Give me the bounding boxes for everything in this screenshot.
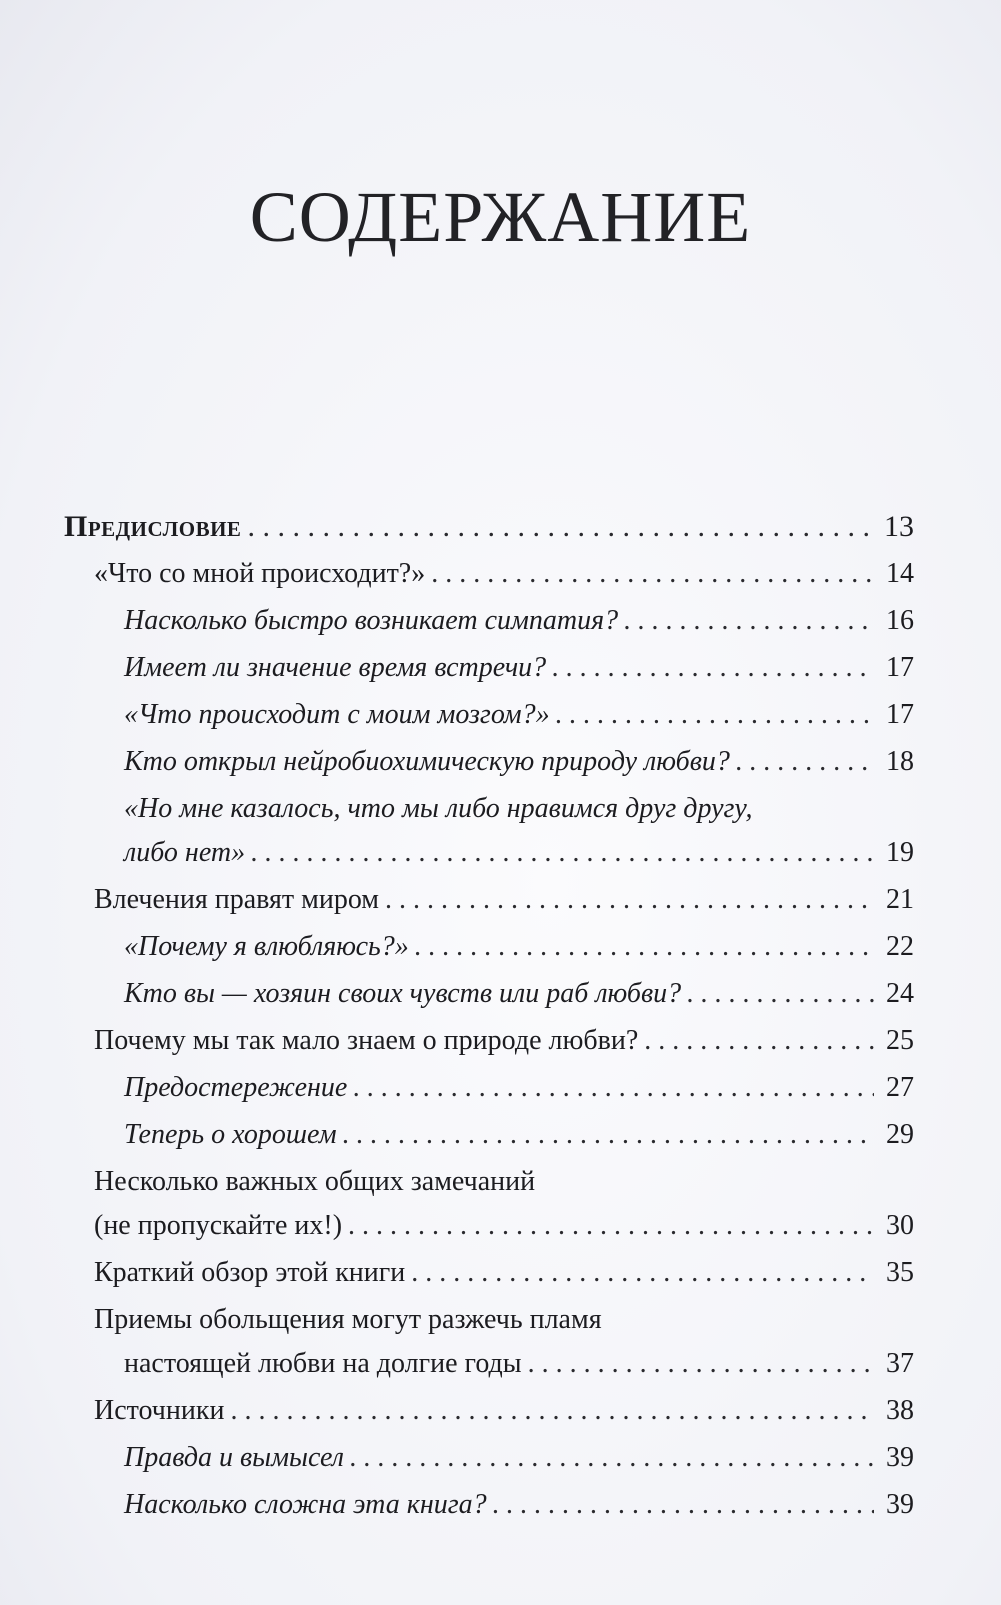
toc-entry-title: Предисловие: [64, 510, 242, 543]
toc-entry-title-line: «Но мне казалось, что мы либо нравимся друг другу,: [124, 793, 753, 824]
toc-page-number: 13: [884, 510, 914, 543]
toc-entry-row: [94, 878, 914, 922]
toc-page-number: 16: [886, 605, 914, 636]
dot-leader: [644, 1019, 874, 1063]
dot-leader: [687, 972, 874, 1016]
toc-entry-title: «Что со мной происходит?»: [94, 558, 426, 589]
toc-entry: [64, 646, 914, 690]
toc-entry-title: Кто открыл нейробиохимическую природу любви?: [124, 746, 730, 777]
toc-entry-row: [124, 831, 914, 875]
toc-entry-row: [124, 1436, 914, 1480]
toc-entry-title: Влечения правят миром: [94, 884, 380, 915]
toc-entry-title: либо нет»: [124, 837, 246, 868]
dot-leader: [431, 552, 874, 596]
toc-entry-title: Предостережение: [124, 1072, 348, 1103]
toc-entry-row: [124, 646, 914, 690]
dot-leader: [247, 505, 874, 549]
toc-page-number: 21: [886, 884, 914, 915]
toc-entry: [64, 1483, 914, 1527]
toc-entry: [64, 1251, 914, 1295]
toc-entry-title: Имеет ли значение время встречи?: [124, 652, 547, 683]
toc-page-number: 19: [886, 837, 914, 868]
toc-entry-row: [124, 1113, 914, 1157]
toc-entry-row: [64, 505, 914, 549]
toc-entry-row: [94, 552, 914, 596]
toc-page-number: 38: [886, 1395, 914, 1426]
dot-leader: [230, 1389, 874, 1433]
toc-page-number: 39: [886, 1489, 914, 1520]
dot-leader: [556, 693, 874, 737]
toc-page-number: 25: [886, 1025, 914, 1056]
dot-leader: [343, 1113, 874, 1157]
dot-leader: [493, 1483, 874, 1527]
toc-entry-row: [124, 693, 914, 737]
toc-page-number: 29: [886, 1119, 914, 1150]
toc-entry-title: Теперь о хорошем: [124, 1119, 337, 1150]
toc-page-number: 37: [886, 1348, 914, 1379]
toc-page-number: 35: [886, 1257, 914, 1288]
toc-page-number: 14: [886, 558, 914, 589]
toc-page-number: 30: [886, 1210, 914, 1241]
page-title: СОДЕРЖАНИЕ: [249, 177, 752, 257]
toc-entry: [64, 552, 914, 596]
toc-entry: [64, 1160, 914, 1248]
toc-entry: [64, 878, 914, 922]
toc-entry: [64, 1298, 914, 1386]
toc-entry-title: Источники: [94, 1395, 225, 1426]
dot-leader: [411, 1251, 874, 1295]
toc-entry-title: (не пропускайте их!): [94, 1210, 343, 1241]
toc-entry-row: [94, 1019, 914, 1063]
toc-page-number: 39: [886, 1442, 914, 1473]
toc-entry-title: Кто вы — хозяин своих чувств или раб любви?: [124, 978, 682, 1009]
show-through-text: [120, 95, 920, 565]
toc-entry-row: [124, 1066, 914, 1110]
toc-entry: [64, 925, 914, 969]
toc-entry-title-line: Несколько важных общих замечаний: [94, 1166, 536, 1197]
toc-entry-title-line: Приемы обольщения могут разжечь пламя: [94, 1304, 602, 1335]
toc-entry: [64, 1436, 914, 1480]
toc-entry-row: [124, 972, 914, 1016]
toc-entry-title: Краткий обзор этой книги: [94, 1257, 406, 1288]
toc-entry-title: «Почему я влюбляюсь?»: [124, 931, 409, 962]
toc-entry: [64, 1066, 914, 1110]
toc-entry: [64, 787, 914, 875]
dot-leader: [528, 1342, 874, 1386]
dot-leader: [353, 1066, 874, 1110]
toc-entry: [64, 599, 914, 643]
toc-entry-row: [94, 1251, 914, 1295]
toc-entry-row: [124, 925, 914, 969]
table-of-contents: [64, 505, 914, 1530]
toc-entry-title: Насколько сложна эта книга?: [124, 1489, 487, 1520]
toc-entry: [64, 1389, 914, 1433]
toc-entry-row: [94, 1204, 914, 1248]
toc-entry: [64, 505, 914, 549]
dot-leader: [385, 878, 874, 922]
toc-page-number: 24: [886, 978, 914, 1009]
toc-entry-row: [124, 1483, 914, 1527]
toc-page-number: 17: [886, 652, 914, 683]
toc-entry-title: настоящей любви на долгие годы: [124, 1348, 522, 1379]
toc-entry: [64, 740, 914, 784]
toc-entry: [64, 972, 914, 1016]
dot-leader: [552, 646, 874, 690]
toc-entry-title: Почему мы так мало знаем о природе любви?: [94, 1025, 639, 1056]
toc-entry-row: [124, 599, 914, 643]
toc-entry-row: [94, 1389, 914, 1433]
toc-entry: [64, 1113, 914, 1157]
dot-leader: [624, 599, 874, 643]
dot-leader: [348, 1204, 874, 1248]
dot-leader: [736, 740, 874, 784]
toc-page-number: 22: [886, 931, 914, 962]
toc-entry-title: Правда и вымысел: [124, 1442, 344, 1473]
toc-entry-row: [94, 1342, 914, 1386]
toc-entry-row: [124, 740, 914, 784]
toc-entry-title: «Что происходит с моим мозгом?»: [124, 699, 550, 730]
toc-page-number: 27: [886, 1072, 914, 1103]
dot-leader: [350, 1436, 874, 1480]
dot-leader: [251, 831, 874, 875]
toc-page-number: 18: [886, 746, 914, 777]
toc-entry: [64, 693, 914, 737]
toc-entry: [64, 1019, 914, 1063]
dot-leader: [415, 925, 874, 969]
toc-page-number: 17: [886, 699, 914, 730]
toc-entry-title: Насколько быстро возникает симпатия?: [124, 605, 619, 636]
